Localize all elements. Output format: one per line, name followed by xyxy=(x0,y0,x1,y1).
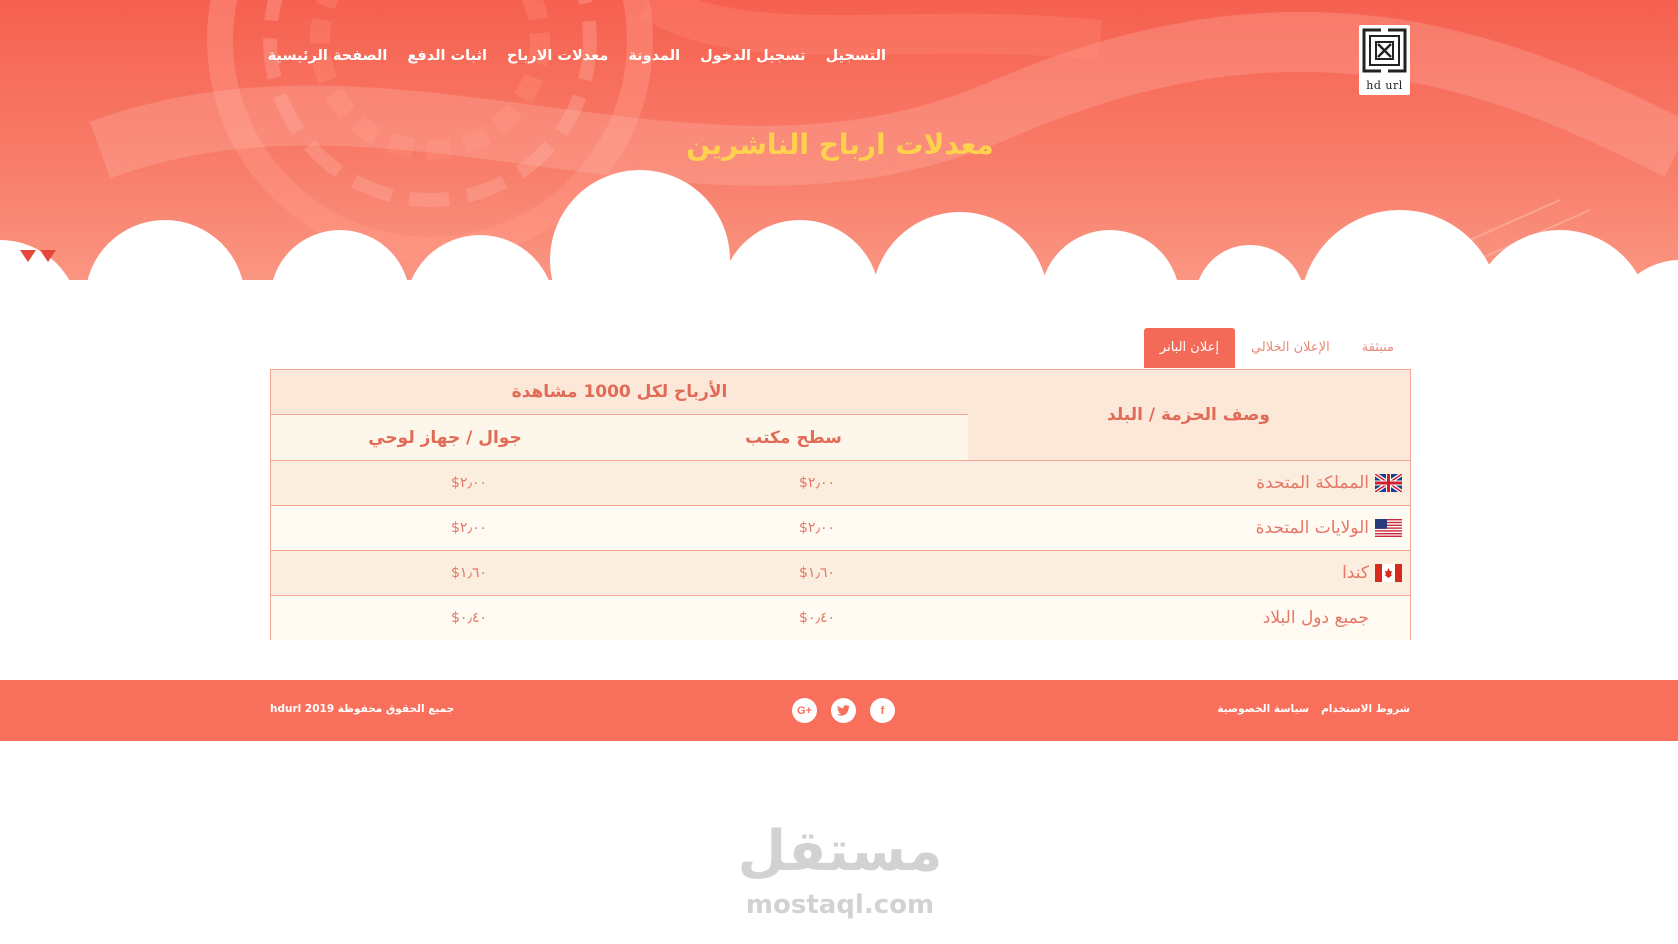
mobile-rate: $٢٫٠٠ xyxy=(451,520,488,536)
ad-type-tabs xyxy=(1144,328,1410,368)
nav-login[interactable]: تسجيل الدخول xyxy=(700,48,806,64)
google-plus-icon[interactable]: G+ xyxy=(792,698,817,723)
terms-of-use-link[interactable]: شروط الاستخدام xyxy=(1321,703,1410,715)
logo-text: hd url xyxy=(1366,79,1403,92)
desktop-rate: $٢٫٠٠ xyxy=(799,475,836,491)
table-row xyxy=(271,595,1410,640)
watermark-arabic: مستقل xyxy=(737,819,943,884)
mobile-rate: $٢٫٠٠ xyxy=(451,475,488,491)
desktop-rate: $٢٫٠٠ xyxy=(799,520,836,536)
page-title: معدلات ارباح الناشرين xyxy=(686,128,994,161)
country-name: كندا xyxy=(1342,563,1369,583)
hero-banner xyxy=(0,0,1678,300)
nav-payment-proof[interactable]: اثبات الدفع xyxy=(407,48,487,64)
site-footer xyxy=(0,680,1678,741)
country-cell xyxy=(1263,596,1402,640)
desktop-rate: $١٫٦٠ xyxy=(799,565,836,581)
nav-home[interactable]: الصفحة الرئيسية xyxy=(267,48,388,64)
us-flag-icon xyxy=(1375,519,1402,537)
country-cell xyxy=(1256,506,1402,550)
tab-popup-ad[interactable]: منبثقة xyxy=(1361,340,1394,355)
facebook-icon[interactable]: f xyxy=(870,698,895,723)
nav-register[interactable]: التسجيل xyxy=(825,48,886,64)
logo-mark-icon xyxy=(1359,25,1410,79)
table-row xyxy=(271,550,1410,595)
header-earnings-per-1000: الأرباح لكل 1000 مشاهدة xyxy=(271,370,968,415)
tab-banner-ad[interactable]: إعلان البانر xyxy=(1144,328,1235,368)
table-row xyxy=(271,505,1410,550)
header-desktop: سطح مكتب xyxy=(619,415,968,460)
header-package-country: وصف الحزمة / البلد xyxy=(966,370,1410,460)
copyright-text: جميع الحقوق محفوظة 2019 hdurl xyxy=(270,703,455,715)
table-row xyxy=(271,460,1410,505)
mobile-rate: $١٫٦٠ xyxy=(451,565,488,581)
site-logo[interactable] xyxy=(1359,25,1410,95)
country-name: الولايات المتحدة xyxy=(1255,518,1369,538)
footer-links xyxy=(1217,703,1410,715)
nav-rates[interactable]: معدلات الارباح xyxy=(506,48,609,64)
uk-flag-icon xyxy=(1375,474,1402,492)
country-cell xyxy=(1342,551,1402,595)
country-cell xyxy=(1256,461,1402,505)
nav-blog[interactable]: المدونة xyxy=(628,48,681,64)
privacy-policy-link[interactable]: سياسة الخصوصية xyxy=(1217,703,1310,715)
desktop-rate: $٠٫٤٠ xyxy=(799,610,836,626)
country-name: المملكة المتحدة xyxy=(1256,473,1369,493)
country-name: جميع دول البلاد xyxy=(1262,608,1369,628)
social-links xyxy=(792,698,895,723)
twitter-icon[interactable] xyxy=(831,698,856,723)
tab-interstitial-ad[interactable]: الإعلان الخلالي xyxy=(1250,340,1330,355)
main-nav xyxy=(268,48,886,64)
header-mobile: جوال / جهاز لوحي xyxy=(271,415,619,460)
mobile-rate: $٠٫٤٠ xyxy=(451,610,488,626)
no-flag-spacer xyxy=(1375,609,1402,627)
canada-flag-icon xyxy=(1375,564,1402,582)
rates-table xyxy=(270,369,1411,640)
watermark-latin: mostaql.com xyxy=(745,890,935,920)
